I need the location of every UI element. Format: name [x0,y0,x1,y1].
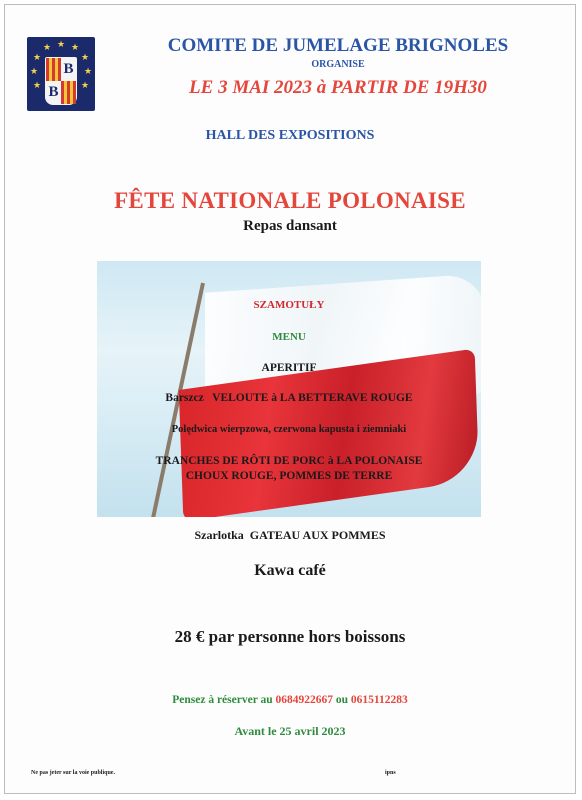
price: 28 € par personne hors boissons [174,627,406,646]
star-icon: ★ [81,52,90,62]
event-title: FÊTE NATIONALE POLONAISE [114,188,466,213]
crest-letter: B [63,61,74,77]
crest-stripes [46,58,61,81]
phone-number-2: 0615112283 [350,694,408,706]
star-icon: ★ [71,42,80,52]
crest-letter: B [48,84,59,100]
star-icon: ★ [81,80,90,90]
organizer-name: COMITE DE JUMELAGE BRIGNOLES [167,35,509,56]
flyer-page [4,4,576,794]
menu-heading: MENU [272,331,306,343]
reservation-or: ou [335,694,349,706]
venue: HALL DES EXPOSITIONS [205,128,375,143]
star-icon: ★ [30,66,39,76]
menu-main-polish: Polędwica wierpzowa, czerwona kapusta i ziemniaki [171,424,407,435]
star-icon: ★ [84,66,93,76]
crest-stripes [61,81,76,104]
star-icon: ★ [33,80,42,90]
menu-main-french-1: TRANCHES DE RÔTI DE PORC à LA POLONAISE [155,455,423,467]
menu-aperitif: APERITIF [261,362,317,374]
town-crest-logo [27,37,95,111]
menu-soup: Barszcz VELOUTE à LA BETTERAVE ROUGE [165,392,413,404]
organise-label: ORGANISE [311,59,365,70]
polish-flag-image [97,261,481,517]
phone-number-1: 0684922667 [275,694,333,706]
menu-town: SZAMOTUŁY [253,299,325,311]
footer-notice: Ne pas jeter sur la voie publique. [31,770,115,776]
reservation-text: Pensez à réserver au [172,694,273,706]
menu-dessert: Szarlotka GATEAU AUX POMMES [194,528,386,542]
reservation-line [5,694,575,706]
star-icon: ★ [33,52,42,62]
event-date: LE 3 MAI 2023 à PARTIR DE 19H30 [189,77,487,98]
menu-main-french-2: CHOUX ROUGE, POMMES DE TERRE [185,470,393,482]
footer-printer: ipns [385,770,396,776]
star-icon: ★ [43,42,52,52]
star-icon: ★ [57,39,66,49]
crest-shield [45,57,77,105]
reservation-deadline: Avant le 25 avril 2023 [234,724,346,738]
event-subtitle: Repas dansant [243,218,337,234]
menu-coffee: Kawa café [254,562,326,579]
